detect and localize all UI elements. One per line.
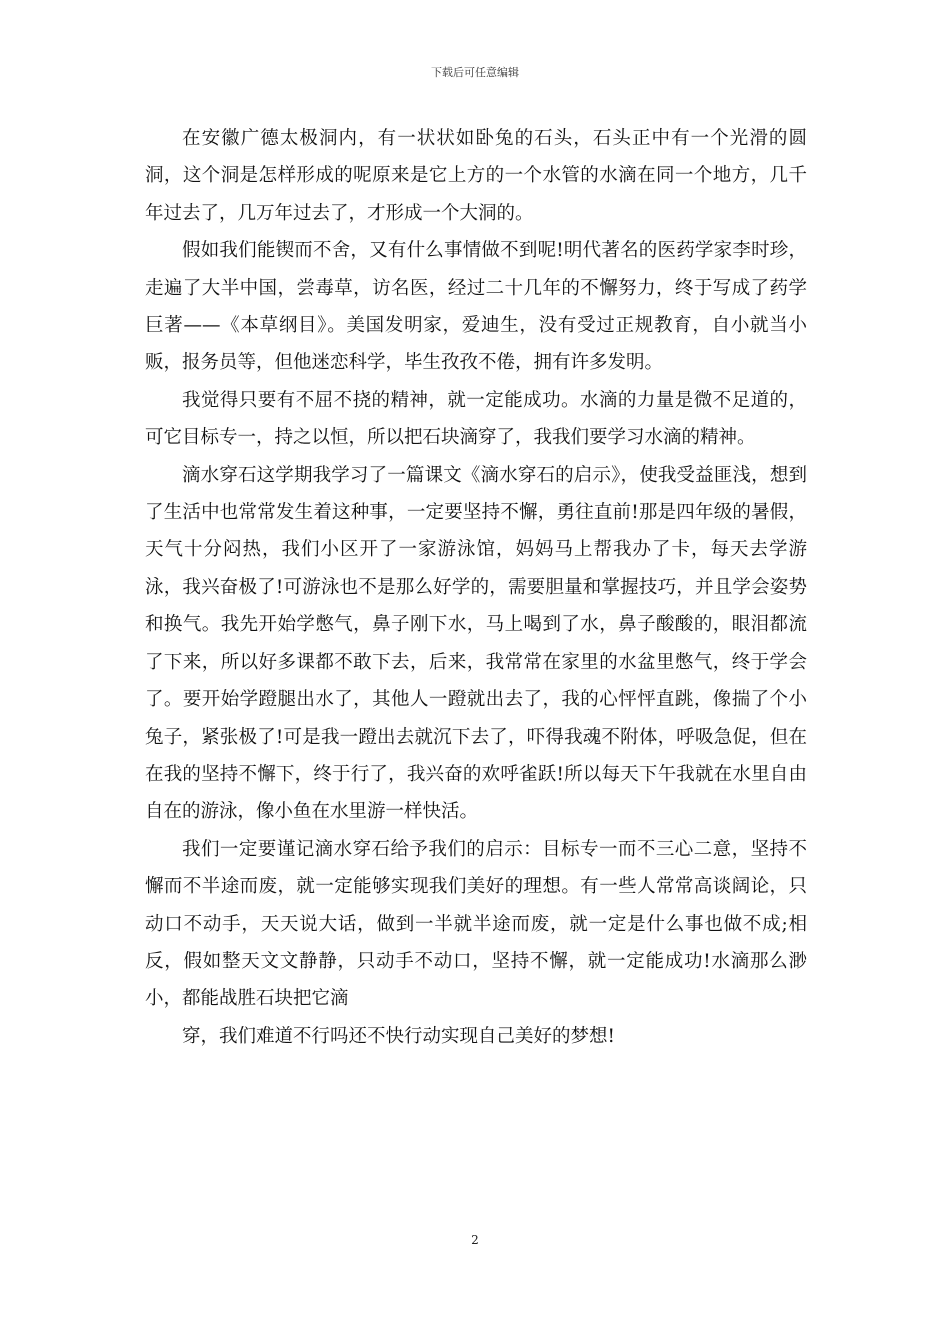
paragraph-6: 穿，我们难道不行吗还不快行动实现自己美好的梦想! bbox=[182, 1025, 615, 1047]
page-number: 2 bbox=[471, 1233, 479, 1247]
paragraph-1: 在安徽广德太极洞内，有一状状如卧兔的石头，石头正中有一个光滑的圆洞，这个洞是怎样形成的呢原来是它上方的一个水管的水滴在同一个地方，几千年过去了，几万年过去了，才形成一个大洞的。 bbox=[145, 128, 807, 224]
paragraph-5: 我们一定要谨记滴水穿石给予我们的启示：目标专一而不三心二意，坚持不懈而不半途而废，就一定能够实现我们美好的理想。有一些人常常高谈阔论，只动口不动手，天天说大话，做到一半就半途而废，就一定是什么事也做不成;相反，假如整天文文静静，只动手不动口，坚持不懈，就一定能成功!水滴那么渺小，都能战胜石块把它滴 bbox=[145, 838, 807, 1010]
paragraph-3: 我觉得只要有不屈不挠的精神，就一定能成功。水滴的力量是微不足道的，可它目标专一，持之以恒，所以把石块滴穿了，我我们要学习水滴的精神。 bbox=[145, 389, 807, 449]
page-header: 下载后可任意编辑 bbox=[431, 66, 519, 79]
document-body bbox=[145, 120, 807, 1055]
paragraph-2: 假如我们能锲而不舍，又有什么事情做不到呢!明代著名的医药学家李时珍，走遍了大半中国，尝毒草，访名医，经过二十几年的不懈努力，终于写成了药学巨著——《本草纲目》。美国发明家，爱迪生，没有受过正规教育，自小就当小贩，报务员等，但他迷恋科学，毕生孜孜不倦，拥有许多发明。 bbox=[145, 240, 807, 374]
paragraph-4: 滴水穿石这学期我学习了一篇课文《滴水穿石的启示》，使我受益匪浅，想到了生活中也常常发生着这种事，一定要坚持不懈，勇往直前!那是四年级的暑假，天气十分闷热，我们小区开了一家游泳馆，妈妈马上帮我办了卡，每天去学游泳，我兴奋极了!可游泳也不是那么好学的，需要胆量和掌握技巧，并且学会姿势和换气。我先开始学憋气，鼻子刚下水，马上喝到了水，鼻子酸酸的，眼泪都流了下来，所以好多课都不敢下去，后来，我常常在家里的水盆里憋气，终于学会了。要开始学蹬腿出水了，其他人一蹬就出去了，我的心怦怦直跳，像揣了个小兔子，紧张极了!可是我一蹬出去就沉下去了，吓得我魂不附体，呼吸急促，但在在我的坚持不懈下，终于行了，我兴奋的欢呼雀跃!所以每天下午我就在水里自由自在的游泳，像小鱼在水里游一样快活。 bbox=[145, 464, 807, 823]
